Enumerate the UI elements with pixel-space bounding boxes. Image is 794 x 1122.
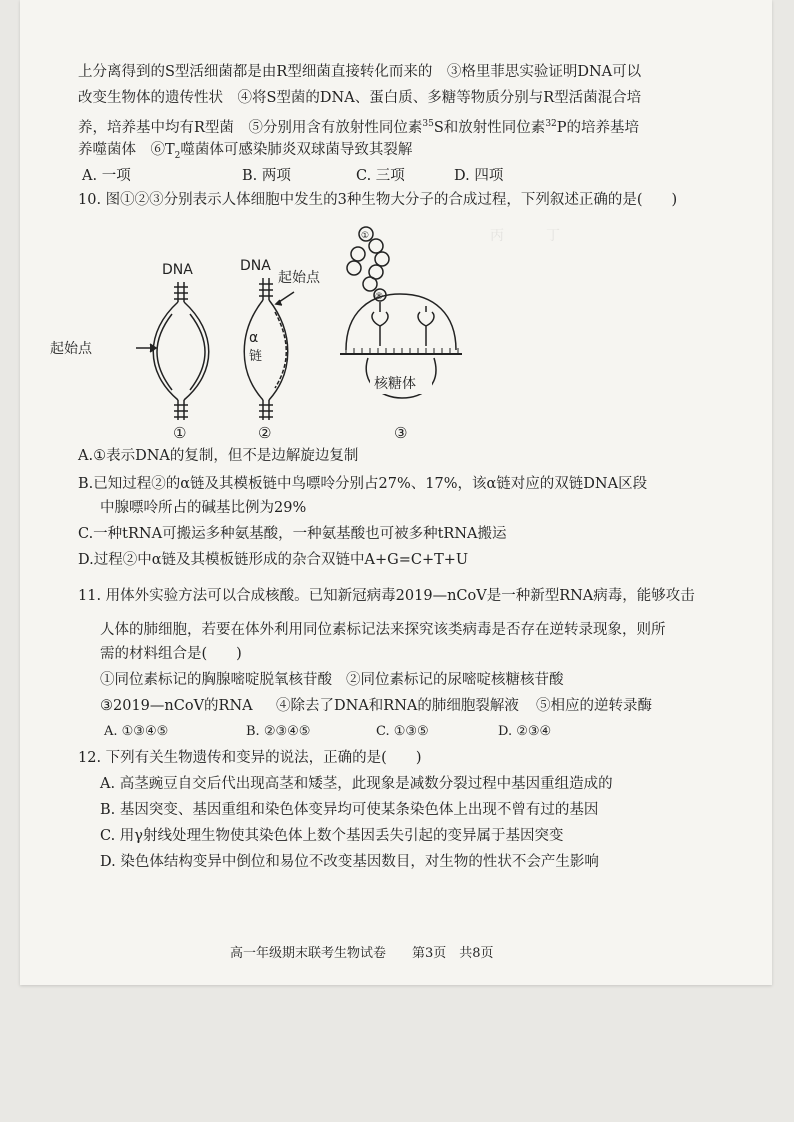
- fig3-ribosome-large: [346, 294, 456, 350]
- q10-option-b-line-2: 中腺嘌呤所占的碱基比例为29%: [100, 500, 307, 516]
- q11-item-5: ⑤相应的逆转录酶: [536, 698, 652, 714]
- q11-item-1: ①同位素标记的胸腺嘧啶脱氧核苷酸: [100, 672, 332, 688]
- q9-line-2: 改变生物体的遗传性状 ④将S型菌的DNA、蛋白质、多糖等物质分别与R型活菌混合培: [78, 90, 642, 106]
- page-footer: 高一年级期末联考生物试卷 第3页 共8页: [230, 946, 494, 961]
- q12-option-d: D. 染色体结构变异中倒位和易位不改变基因数目，对生物的性状不会产生影响: [100, 854, 599, 870]
- fig1-dna-label: DNA: [162, 262, 193, 278]
- fig3-trna-1: [372, 312, 388, 346]
- q11-line-1: 11. 用体外实验方法可以合成核酸。已知新冠病毒2019—nCoV是一种新型RNA病毒，能够攻击: [78, 588, 695, 604]
- fig2-dna-label: DNA: [240, 258, 271, 274]
- q9-option-c: C. 三项: [356, 168, 405, 184]
- q11-line-3: 需的材料组合是( ): [100, 646, 242, 662]
- q11-item-3: ③2019—nCoV的RNA: [100, 698, 253, 714]
- q10-option-d: D.过程②中α链及其模板链形成的杂合双链中A+G=C+T+U: [78, 552, 469, 568]
- q9-line-4: 养噬菌体 $⑥T_2$噬菌体可感染肺炎双球菌导致其裂解: [78, 142, 413, 161]
- fig3-number: ③: [394, 424, 408, 442]
- q9-line-3: 养，培养基中均有R型菌 ⑤分别用含有放射性同位素$^{35}$S和放射性同位素$^{32}$P的培养基培: [78, 119, 640, 136]
- q11-option-a: A. ①③④⑤: [104, 724, 169, 739]
- q12-stem: 12. 下列有关生物遗传和变异的说法，正确的是( ): [78, 750, 422, 766]
- fig2-bubble-right: [269, 300, 288, 400]
- fig3-peptide-end-label: ⑧: [375, 292, 384, 302]
- fig3-trna-2: [418, 312, 434, 346]
- fig3-ribosome-label: 核糖体: [374, 376, 416, 392]
- q10-stem: 10. 图①②③分别表示人体细胞中发生的3种生物大分子的合成过程，下列叙述正确的是( ): [78, 192, 678, 208]
- q11-option-b: B. ②③④⑤: [246, 724, 311, 739]
- q9-option-b: B. 两项: [242, 168, 291, 184]
- fig3-peptide-start-label: ①: [361, 231, 370, 241]
- q9-option-a: A. 一项: [82, 168, 131, 184]
- q12-option-c: C. 用γ射线处理生物使其染色体上数个基因丢失引起的变异属于基因突变: [100, 828, 564, 844]
- q12-option-b: B. 基因突变、基因重组和染色体变异均可使某条染色体上出现不曾有过的基因: [100, 802, 599, 818]
- fig2-alpha-chain: [275, 312, 286, 388]
- q10-option-c: C.一种tRNA可搬运多种氨基酸，一种氨基酸也可被多种tRNA搬运: [78, 526, 507, 542]
- fig2-chain-label: 链: [249, 349, 263, 364]
- q10-figure: [50, 222, 480, 447]
- q10-option-b-line-1: B.已知过程②的α链及其模板链中鸟嘌呤分别占27%、17%，该α链对应的双链DNA区段: [78, 476, 648, 492]
- q10-option-a: A.①表示DNA的复制，但不是边解旋边复制: [78, 448, 359, 464]
- q9-line-1: 上分离得到的S型活细菌都是由R型细菌直接转化而来的 ③格里菲思实验证明DNA可以: [78, 64, 642, 80]
- fig2-alpha-label: α: [249, 330, 259, 346]
- q9-option-d: D. 四项: [454, 168, 504, 184]
- q12-option-a: A. 高茎豌豆自交后代出现高茎和矮茎，此现象是减数分裂过程中基因重组造成的: [100, 776, 613, 792]
- fig2-number: ②: [258, 424, 272, 442]
- exam-page: [20, 0, 772, 985]
- q11-item-4: ④除去了DNA和RNA的肺细胞裂解液: [276, 698, 519, 714]
- bleed-through: 丙 丁: [490, 228, 560, 244]
- fig2-origin-label: 起始点: [278, 270, 320, 286]
- q11-line-2: 人体的肺细胞，若要在体外利用同位素标记法来探究该类病毒是否存在逆转录现象，则所: [100, 622, 666, 638]
- fig1-origin-label: 起始点: [50, 341, 92, 357]
- fig1-number: ①: [173, 424, 187, 442]
- q11-item-2: ②同位素标记的尿嘧啶核糖核苷酸: [346, 672, 564, 688]
- q11-option-d: D. ②③④: [498, 724, 552, 739]
- q11-option-c: C. ①③⑤: [376, 724, 429, 739]
